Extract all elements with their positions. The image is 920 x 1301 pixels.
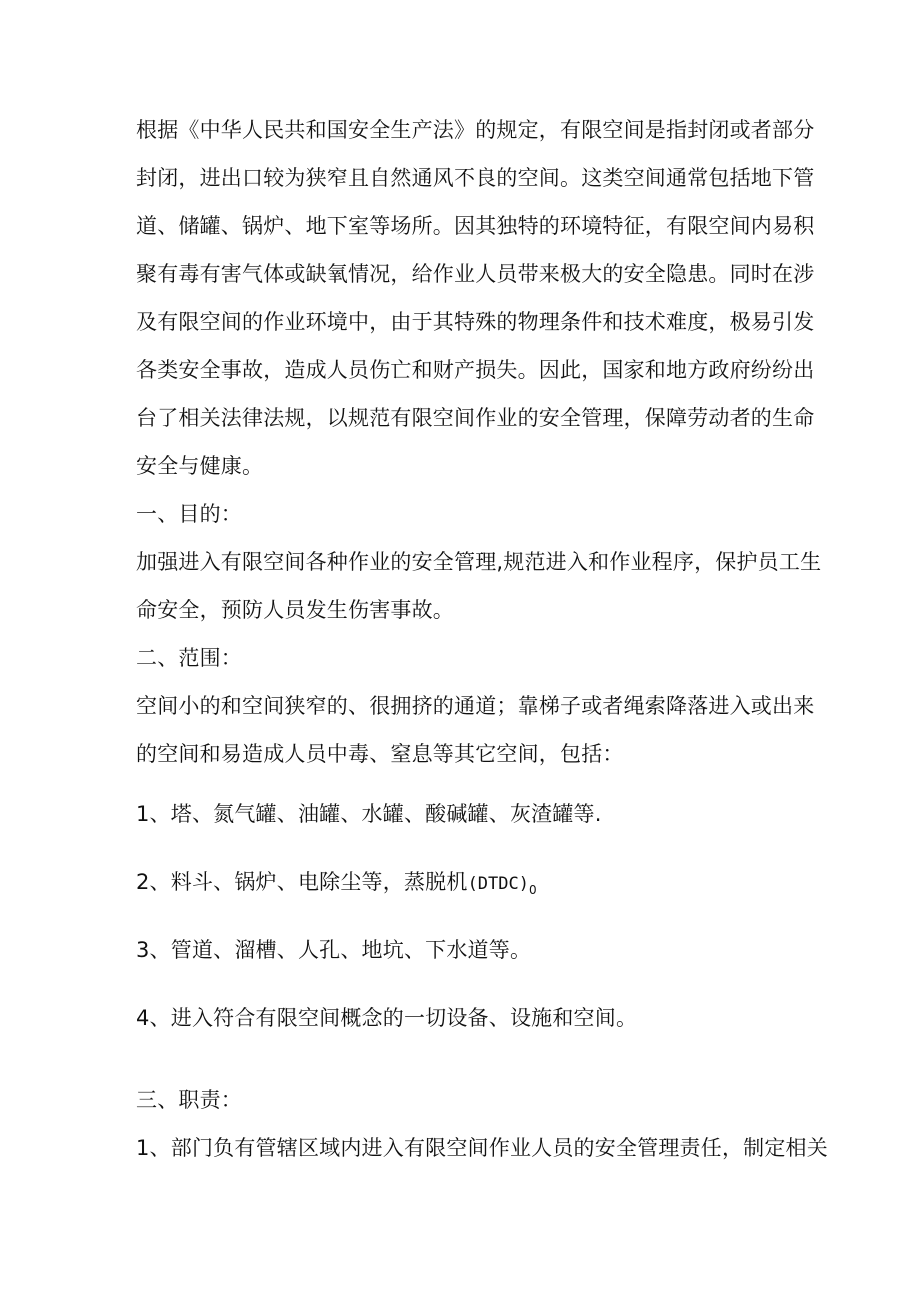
intro-line-1: 根据《中华人民共和国安全生产法》的规定，有限空间是指封闭或者部分 — [136, 118, 815, 142]
scope-item-3: 3、管道、溜槽、人孔、地坑、下水道等。 — [136, 938, 532, 962]
scope-item-2-end-mark: 0 — [528, 883, 537, 898]
duties-line-1: 1、部门负有管辖区域内进入有限空间作业人员的安全管理责任，制定相关 — [136, 1136, 828, 1160]
intro-line-2: 封闭，进出口较为狭窄且自然通风不良的空间。这类空间通常包括地下管 — [136, 166, 815, 190]
scope-item-2-text: 2、料斗、锅炉、电除尘等，蒸脱机 — [136, 870, 468, 894]
intro-line-6: 各类安全事故，造成人员伤亡和财产损失。因此，国家和地方政府纷纷出 — [136, 358, 815, 382]
intro-line-5: 及有限空间的作业环境中，由于其特殊的物理条件和技术难度，极易引发 — [136, 310, 815, 334]
intro-line-4: 聚有毒有害气体或缺氧情况，给作业人员带来极大的安全隐患。同时在涉 — [136, 262, 815, 286]
scope-line-2: 的空间和易造成人员中毒、窒息等其它空间，包括： — [136, 742, 624, 766]
scope-item-1: 1、塔、氮气罐、油罐、水罐、酸碱罐、灰渣罐等. — [136, 802, 602, 826]
scope-line-1: 空间小的和空间狭窄的、很拥挤的通道；靠梯子或者绳索降落进入或出来 — [136, 694, 815, 718]
purpose-heading: 一、目的： — [136, 502, 242, 526]
scope-heading: 二、范围： — [136, 646, 242, 670]
purpose-line-2: 命安全，预防人员发生伤害事故。 — [136, 598, 454, 622]
duties-heading: 三、职责： — [136, 1088, 242, 1112]
intro-line-3: 道、储罐、锅炉、地下室等场所。因其独特的环境特征，有限空间内易积 — [136, 214, 815, 238]
intro-line-8: 安全与健康。 — [136, 454, 264, 478]
scope-item-2 — [136, 867, 537, 905]
purpose-line-1: 加强进入有限空间各种作业的安全管理,规范进入和作业程序，保护员工生 — [136, 550, 822, 574]
intro-line-7: 台了相关法律法规，以规范有限空间作业的安全管理，保障劳动者的生命 — [136, 406, 815, 430]
scope-item-2-code: (DTDC) — [467, 874, 529, 894]
scope-item-4: 4、进入符合有限空间概念的一切设备、设施和空间。 — [136, 1006, 638, 1030]
